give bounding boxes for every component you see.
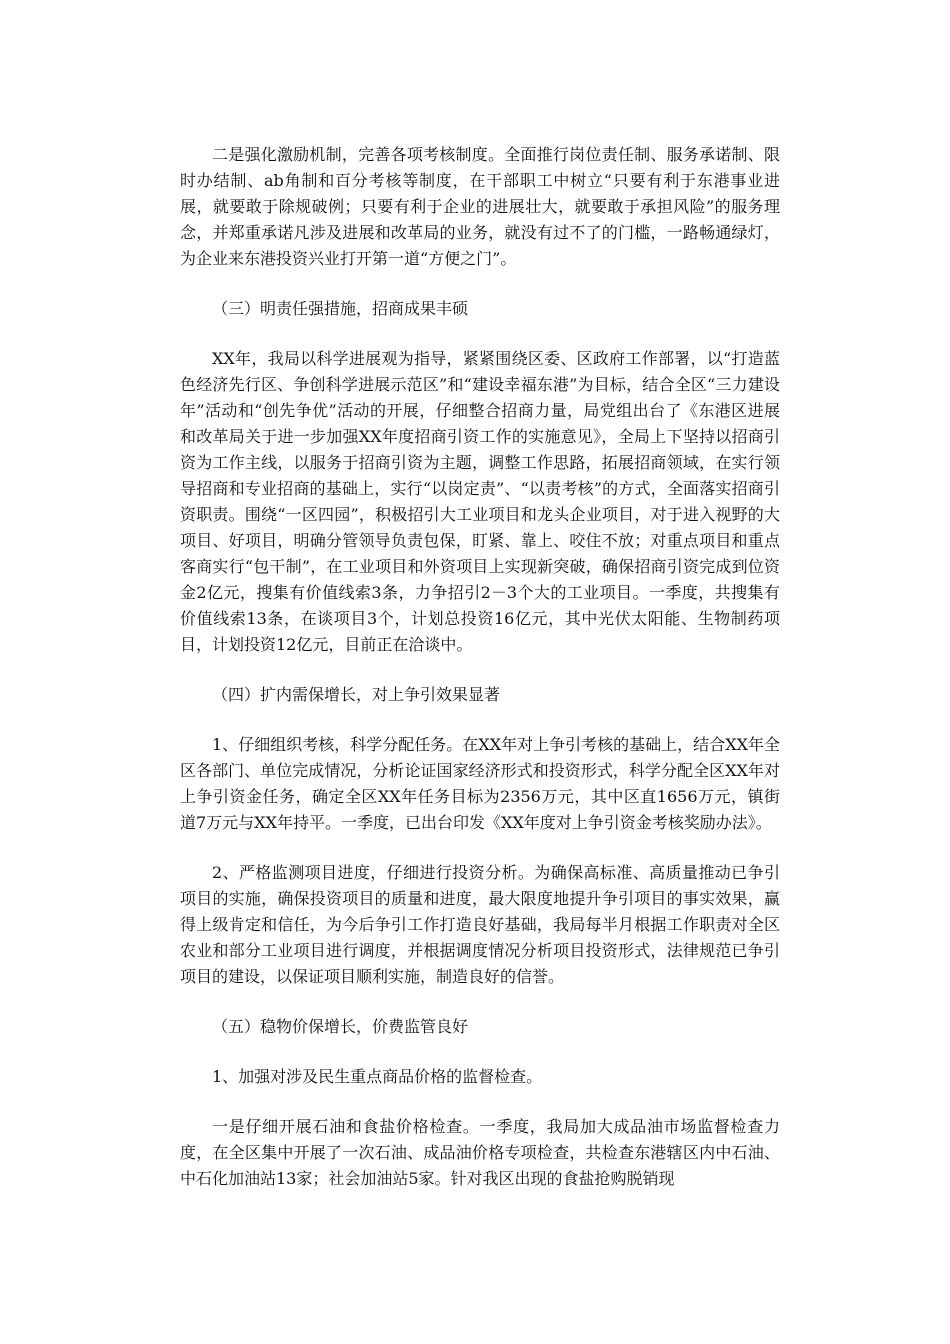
paragraph-investment-attraction: XX年，我局以科学进展观为指导，紧紧围绕区委、区政府工作部署，以“打造蓝色经济先行区、争创科学进展示范区”和“建设幸福东港”为目标，结合全区“三力建设年”活动和“创先争优”活动的开展，仔细整合招商力量，局党组出台了《东港区进展和改革局关于进一步加强XX年度招商引资工作的实施意见》，全局上下坚持以招商引资为工作主线，以服务于招商引资为主题，调整工作思路，拓展招商领域，在实行领导招商和专业招商的基础上，实行“以岗定责”、“以责考核”的方式，全面落实招商引资职责。围绕“一区四园”，积极招引大工业项目和龙头企业项目，对于进入视野的大项目、好项目，明确分管领导负责包保，盯紧、靠上、咬住不放；对重点项目和重点客商实行“包干制”，在工业项目和外资项目上实现新突破，确保招商引资完成到位资金2亿元，搜集有价值线索3条，力争招引2－3个大的工业项目。一季度，共搜集有价值线索13条，在谈项目3个，计划总投资16亿元，其中光伏太阳能、生物制药项目，计划投资12亿元，目前正在洽谈中。 [180,349,780,654]
section-heading-4: （四）扩内需保增长，对上争引效果显著 [212,685,501,704]
section-heading-3: （三）明责任强措施，招商成果丰硕 [212,299,469,318]
paragraph-oil-salt-inspection: 一是仔细开展石油和食盐价格检查。一季度，我局加大成品油市场监督检查力度，在全区集中开展了一次石油、成品油价格专项检查，共检查东港辖区内中石油、中石化加油站13家；社会加油站5家。针对我区出现的食盐抢购脱销现 [180,1117,780,1188]
document-page [180,142,780,1216]
subsection-heading-price-supervision: 1、加强对涉及民生重点商品价格的监督检查。 [212,1067,543,1086]
section-heading-5: （五）稳物价保增长，价费监管良好 [212,1017,469,1036]
paragraph-assessment-tasks: 1、仔细组织考核，科学分配任务。在XX年对上争引考核的基础上，结合XX年全区各部门、单位完成情况，分析论证国家经济形式和投资形式，科学分配全区XX年对上争引资金任务，确定全区XX年任务目标为2356万元，其中区直1656万元，镇街道7万元与XX年持平。一季度，已出台印发《XX年度对上争引资金考核奖励办法》。 [180,735,780,832]
paragraph-incentive-mechanism: 二是强化激励机制，完善各项考核制度。全面推行岗位责任制、服务承诺制、限时办结制、ab角制和百分考核等制度，在干部职工中树立“只要有利于东港事业进展，就要敢于除规破例；只要有利于企业的进展壮大，就要敢于承担风险”的服务理念，并郑重承诺凡涉及进展和改革局的业务，就没有过不了的门槛，一路畅通绿灯，为企业来东港投资兴业打开第一道“方便之门”。 [180,145,780,268]
paragraph-project-monitoring: 2、严格监测项目进度，仔细进行投资分析。为确保高标准、高质量推动已争引项目的实施，确保投资项目的质量和进度，最大限度地提升争引项目的事实效果，赢得上级肯定和信任，为今后争引工作打造良好基础，我局每半月根据工作职责对全区农业和部分工业项目进行调度，并根据调度情况分析项目投资形式，法律规范已争引项目的建设，以保证项目顺利实施，制造良好的信誉。 [180,863,780,986]
